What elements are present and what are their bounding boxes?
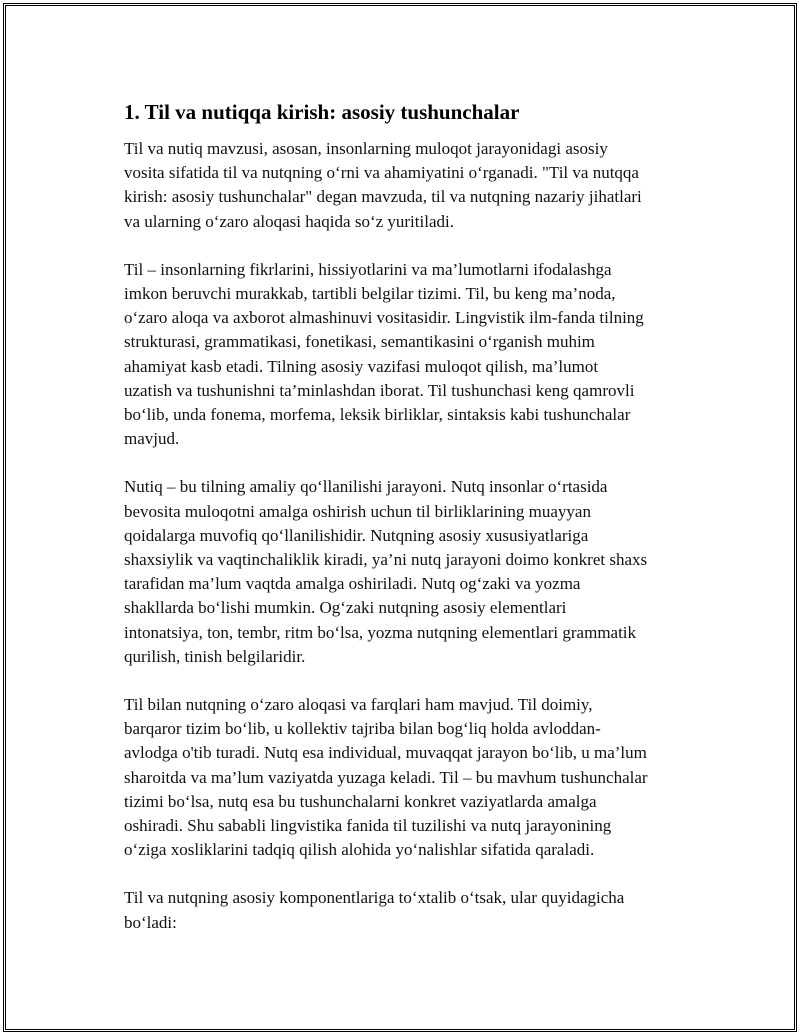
text-line: mavjud.: [124, 429, 180, 449]
text-line: tizimi bo‘lsa, nutq esa bu tushunchalarni konkret vaziyatlarda amalga: [124, 791, 597, 811]
text-line: shakllarda bo‘lishi mumkin. Og‘zaki nutqning asosiy elementlari: [124, 598, 567, 618]
text-line: strukturasi, grammatikasi, fonetikasi, semantikasini o‘rganish muhim: [124, 332, 595, 352]
text-line: vosita sifatida til va nutqning o‘rni va ahamiyatini o‘rganadi. "Til va nutqqa: [124, 163, 639, 183]
text-line: bo‘lib, unda fonema, morfema, leksik birliklar, sintaksis kabi tushunchalar: [124, 405, 631, 425]
text-line: intonatsiya, ton, tembr, ritm bo‘lsa, yozma nutqning elementlari grammatik: [124, 622, 637, 642]
text-line: imkon beruvchi murakkab, tartibli belgilar tizimi. Til, bu keng ma’noda,: [124, 284, 616, 304]
text-line: bo‘ladi:: [124, 912, 177, 932]
text-line: o‘ziga xosliklarini tadqiq qilish alohida yo‘nalishlar sifatida qaraladi.: [124, 840, 595, 860]
text-line: o‘zaro aloqa va axborot almashinuvi vositasidir. Lingvistik ilm-fanda tilning: [124, 308, 644, 328]
text-line: Til bilan nutqning o‘zaro aloqasi va farqlari ham mavjud. Til doimiy,: [124, 695, 593, 715]
text-line: qurilish, tinish belgilaridir.: [124, 646, 306, 666]
text-line: sharoitda va ma’lum vaziyatda yuzaga keladi. Til – bu mavhum tushunchalar: [124, 767, 648, 787]
text-line: kirish: asosiy tushunchalar" degan mavzuda, til va nutqning nazariy jihatlari: [124, 187, 642, 207]
paragraph-til: [124, 258, 694, 452]
text-line: va ularning o‘zaro aloqasi haqida so‘z yuritiladi.: [124, 211, 454, 231]
text-line: Til va nutiq mavzusi, asosan, insonlarning muloqot jarayonidagi asosiy: [124, 139, 608, 158]
paragraph-components: [124, 886, 694, 934]
text-line: Nutiq – bu tilning amaliy qo‘llanilishi jarayoni. Nutq insonlar o‘rtasida: [124, 477, 608, 497]
document-body: [124, 98, 694, 959]
section-heading: 1. Til va nutiqqa kirish: asosiy tushunchalar: [124, 100, 520, 124]
paragraph-nutiq: [124, 475, 694, 669]
text-line: oshiradi. Shu sababli lingvistika fanida til tuzilishi va nutq jarayonining: [124, 816, 612, 836]
text-line: avlodga o'tib turadi. Nutq esa individual, muvaqqat jarayon bo‘lib, u ma’lum: [124, 743, 647, 763]
text-line: qoidalarga muvofiq qo‘llanilishidir. Nutqning asosiy xususiyatlariga: [124, 525, 589, 545]
text-line: Til va nutqning asosiy komponentlariga to‘xtalib o‘tsak, ular quyidagicha: [124, 888, 625, 908]
text-line: uzatish va tushunishni ta’minlashdan iborat. Til tushunchasi keng qamrovli: [124, 380, 635, 400]
text-line: barqaror tizim bo‘lib, u kollektiv tajriba bilan bog‘liq holda avloddan-: [124, 719, 601, 739]
text-line: tarafidan ma’lum vaqtda amalga oshiriladi. Nutq og‘zaki va yozma: [124, 574, 581, 594]
text-line: Til – insonlarning fikrlarini, hissiyotlarini va ma’lumotlarni ifodalashga: [124, 259, 612, 279]
text-line: ahamiyat kasb etadi. Tilning asosiy vazifasi muloqot qilish, ma’lumot: [124, 356, 599, 376]
page-frame: [3, 3, 797, 1032]
text-line: bevosita muloqotni amalga oshirish uchun til birliklarining muayyan: [124, 501, 591, 521]
paragraph-relation: [124, 693, 694, 862]
text-line: shaxsiylik va vaqtinchaliklik kiradi, ya’ni nutq jarayoni doimo konkret shaxs: [124, 550, 648, 570]
paragraph-intro: [124, 137, 694, 234]
